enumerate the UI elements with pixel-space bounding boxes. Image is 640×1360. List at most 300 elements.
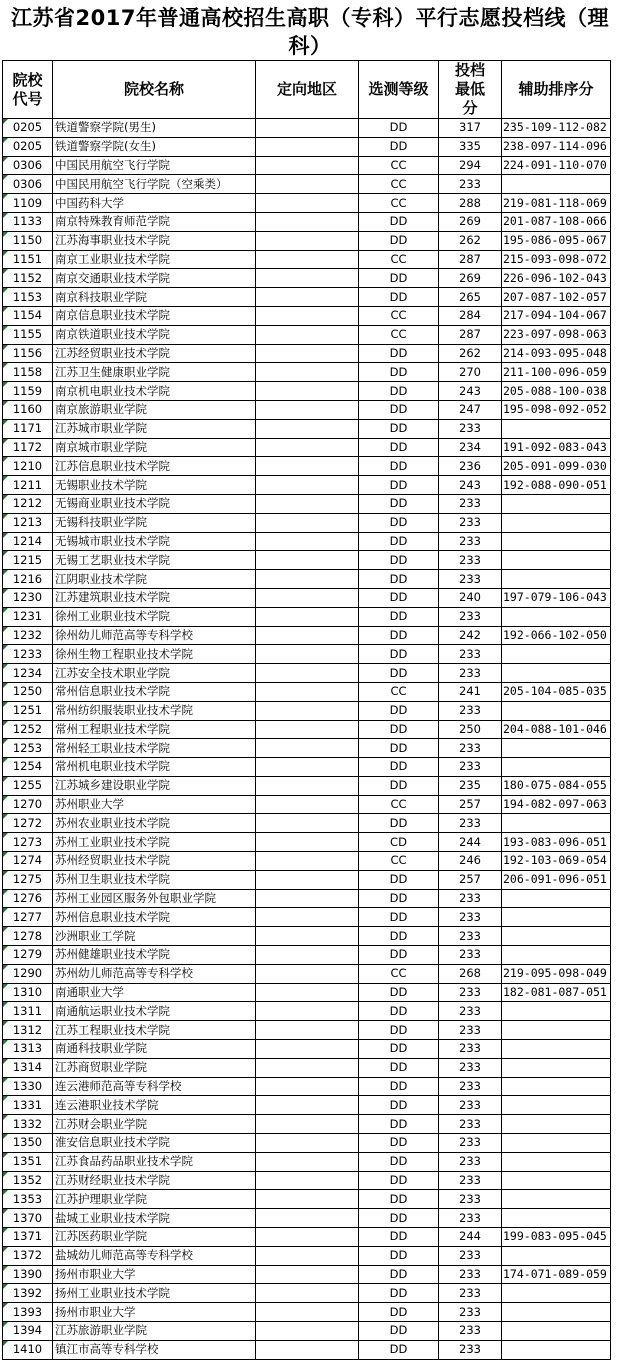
cell-level: DD <box>359 344 439 363</box>
cell-level: DD <box>359 588 439 607</box>
cell-code: 1276 <box>3 889 53 908</box>
table-row <box>3 419 611 438</box>
cell-score: 233 <box>439 983 502 1002</box>
cell-code: 1214 <box>3 532 53 551</box>
table-row <box>3 457 611 476</box>
table-row <box>3 927 611 946</box>
cell-score: 233 <box>439 908 502 927</box>
cell-aux <box>502 570 611 589</box>
table-row <box>3 156 611 175</box>
cell-region <box>256 532 359 551</box>
cell-aux <box>502 1040 611 1059</box>
cell-name: 常州纺织服装职业技术学院 <box>53 701 256 720</box>
cell-code: 1171 <box>3 419 53 438</box>
cell-score: 233 <box>439 1322 502 1341</box>
cell-region <box>256 1040 359 1059</box>
cell-score: 233 <box>439 701 502 720</box>
cell-aux <box>502 645 611 664</box>
cell-name: 南通职业大学 <box>53 983 256 1002</box>
cell-region <box>256 758 359 777</box>
cell-region <box>256 795 359 814</box>
cell-region <box>256 1265 359 1284</box>
cell-level: DD <box>359 983 439 1002</box>
cell-region <box>256 194 359 213</box>
cell-code: 1277 <box>3 908 53 927</box>
cell-code: 1215 <box>3 551 53 570</box>
cell-aux: 201-087-108-066 <box>502 212 611 231</box>
cell-aux <box>502 739 611 758</box>
cell-score: 233 <box>439 513 502 532</box>
cell-aux <box>502 701 611 720</box>
table-row <box>3 494 611 513</box>
cell-region <box>256 570 359 589</box>
cell-level: DD <box>359 231 439 250</box>
cell-name: 扬州市职业大学 <box>53 1265 256 1284</box>
cell-aux <box>502 175 611 194</box>
table-row <box>3 645 611 664</box>
cell-name: 无锡工艺职业技术学院 <box>53 551 256 570</box>
cell-aux: 214-093-095-048 <box>502 344 611 363</box>
cell-level: CC <box>359 194 439 213</box>
cell-score: 233 <box>439 664 502 683</box>
cell-region <box>256 156 359 175</box>
table-row <box>3 532 611 551</box>
cell-region <box>256 457 359 476</box>
cell-score: 233 <box>439 1246 502 1265</box>
cell-level: DD <box>359 1002 439 1021</box>
table-row <box>3 570 611 589</box>
cell-code: 1392 <box>3 1284 53 1303</box>
cell-region <box>256 739 359 758</box>
cell-score: 250 <box>439 720 502 739</box>
table-row <box>3 588 611 607</box>
cell-score: 233 <box>439 1209 502 1228</box>
cell-level: DD <box>359 889 439 908</box>
table-row <box>3 231 611 250</box>
cell-name: 淮安信息职业技术学院 <box>53 1134 256 1153</box>
cell-name: 南京机电职业技术学院 <box>53 382 256 401</box>
cell-score: 233 <box>439 1190 502 1209</box>
cell-code: 1172 <box>3 438 53 457</box>
cell-region <box>256 513 359 532</box>
cell-level: DD <box>359 1077 439 1096</box>
cell-aux <box>502 1096 611 1115</box>
cell-code: 1393 <box>3 1303 53 1322</box>
cell-score: 269 <box>439 269 502 288</box>
cell-region <box>256 363 359 382</box>
cell-level: DD <box>359 739 439 758</box>
cell-aux: 219-081-118-069 <box>502 194 611 213</box>
cell-name: 苏州工业职业技术学院 <box>53 833 256 852</box>
cell-region <box>256 419 359 438</box>
table-row <box>3 306 611 325</box>
cell-score: 233 <box>439 814 502 833</box>
table-row <box>3 175 611 194</box>
cell-aux <box>502 513 611 532</box>
table-row <box>3 1002 611 1021</box>
cell-region <box>256 701 359 720</box>
cell-region <box>256 400 359 419</box>
cell-code: 1254 <box>3 758 53 777</box>
header-name: 院校名称 <box>53 61 256 119</box>
cell-name: 盐城工业职业技术学院 <box>53 1209 256 1228</box>
cell-name: 江苏食品药品职业技术学院 <box>53 1152 256 1171</box>
cell-level: CC <box>359 175 439 194</box>
cell-aux: 207-087-102-057 <box>502 288 611 307</box>
cell-level: DD <box>359 1058 439 1077</box>
cell-region <box>256 1152 359 1171</box>
cell-code: 1371 <box>3 1228 53 1247</box>
cell-level: DD <box>359 1322 439 1341</box>
cell-name: 苏州农业职业技术学院 <box>53 814 256 833</box>
cell-score: 269 <box>439 212 502 231</box>
cell-level: DD <box>359 776 439 795</box>
cell-name: 徐州幼儿师范高等专科学校 <box>53 626 256 645</box>
cell-aux <box>502 908 611 927</box>
cell-region <box>256 889 359 908</box>
cell-code: 1211 <box>3 476 53 495</box>
cell-score: 268 <box>439 964 502 983</box>
cell-score: 284 <box>439 306 502 325</box>
table-row <box>3 720 611 739</box>
cell-level: DD <box>359 1209 439 1228</box>
cell-aux: 194-082-097-063 <box>502 795 611 814</box>
cell-name: 徐州工业职业技术学院 <box>53 607 256 626</box>
cell-name: 江苏信息职业技术学院 <box>53 457 256 476</box>
cell-code: 1150 <box>3 231 53 250</box>
cell-aux <box>502 551 611 570</box>
cell-code: 1250 <box>3 682 53 701</box>
cell-aux: 197-079-106-043 <box>502 588 611 607</box>
cell-code: 1251 <box>3 701 53 720</box>
cell-score: 233 <box>439 758 502 777</box>
cell-level: DD <box>359 1246 439 1265</box>
cell-aux <box>502 664 611 683</box>
cell-level: DD <box>359 720 439 739</box>
cell-aux: 192-066-102-050 <box>502 626 611 645</box>
cell-code: 1212 <box>3 494 53 513</box>
cell-code: 1410 <box>3 1340 53 1359</box>
table-row <box>3 212 611 231</box>
cell-region <box>256 626 359 645</box>
cell-code: 1314 <box>3 1058 53 1077</box>
cell-level: CC <box>359 964 439 983</box>
cell-region <box>256 306 359 325</box>
cell-region <box>256 212 359 231</box>
cell-region <box>256 908 359 927</box>
cell-score: 233 <box>439 1152 502 1171</box>
cell-aux <box>502 1209 611 1228</box>
cell-name: 常州轻工职业技术学院 <box>53 739 256 758</box>
cell-aux <box>502 607 611 626</box>
cell-score: 233 <box>439 1021 502 1040</box>
cell-region <box>256 269 359 288</box>
cell-score: 242 <box>439 626 502 645</box>
cell-score: 233 <box>439 927 502 946</box>
cell-aux: 195-098-092-052 <box>502 400 611 419</box>
cell-code: 1213 <box>3 513 53 532</box>
cell-score: 235 <box>439 776 502 795</box>
table-row <box>3 664 611 683</box>
cell-region <box>256 137 359 156</box>
cell-score: 243 <box>439 382 502 401</box>
cell-region <box>256 664 359 683</box>
cell-region <box>256 1209 359 1228</box>
cell-score: 262 <box>439 344 502 363</box>
cell-score: 244 <box>439 1228 502 1247</box>
cell-aux: 205-088-100-038 <box>502 382 611 401</box>
cell-level: DD <box>359 269 439 288</box>
cell-code: 1155 <box>3 325 53 344</box>
cell-aux <box>502 1152 611 1171</box>
cell-level: DD <box>359 1021 439 1040</box>
cell-aux <box>502 419 611 438</box>
cell-code: 1331 <box>3 1096 53 1115</box>
cell-score: 233 <box>439 1265 502 1284</box>
cell-name: 南京工业职业技术学院 <box>53 250 256 269</box>
cell-name: 苏州经贸职业技术学院 <box>53 852 256 871</box>
cell-code: 1290 <box>3 964 53 983</box>
cell-score: 335 <box>439 137 502 156</box>
cell-code: 1350 <box>3 1134 53 1153</box>
cell-code: 0306 <box>3 175 53 194</box>
table-row <box>3 1134 611 1153</box>
cell-aux <box>502 946 611 965</box>
cell-score: 233 <box>439 645 502 664</box>
table-row <box>3 288 611 307</box>
cell-aux <box>502 1340 611 1359</box>
cell-level: DD <box>359 758 439 777</box>
cell-score: 241 <box>439 682 502 701</box>
cell-name: 中国民用航空飞行学院（空乘类） <box>53 175 256 194</box>
cell-name: 扬州市职业大学 <box>53 1303 256 1322</box>
cell-code: 1351 <box>3 1152 53 1171</box>
cell-code: 1153 <box>3 288 53 307</box>
cell-name: 江苏医药职业学院 <box>53 1228 256 1247</box>
cell-name: 苏州职业大学 <box>53 795 256 814</box>
cell-score: 233 <box>439 551 502 570</box>
cell-level: DD <box>359 908 439 927</box>
cell-aux: 205-091-099-030 <box>502 457 611 476</box>
cell-score: 233 <box>439 1340 502 1359</box>
cell-code: 1233 <box>3 645 53 664</box>
cell-level: DD <box>359 476 439 495</box>
cell-code: 1152 <box>3 269 53 288</box>
cell-score: 233 <box>439 1002 502 1021</box>
cell-code: 1151 <box>3 250 53 269</box>
cell-level: CC <box>359 306 439 325</box>
cell-score: 233 <box>439 1303 502 1322</box>
admission-score-table <box>2 60 611 1360</box>
cell-name: 无锡职业技术学院 <box>53 476 256 495</box>
cell-aux: 180-075-084-055 <box>502 776 611 795</box>
header-aux: 辅助排序分 <box>502 61 611 119</box>
cell-region <box>256 551 359 570</box>
table-row <box>3 269 611 288</box>
table-row <box>3 363 611 382</box>
cell-code: 1390 <box>3 1265 53 1284</box>
cell-score: 257 <box>439 795 502 814</box>
cell-aux: 182-081-087-051 <box>502 983 611 1002</box>
cell-code: 1270 <box>3 795 53 814</box>
cell-name: 南京信息职业技术学院 <box>53 306 256 325</box>
cell-score: 233 <box>439 570 502 589</box>
cell-code: 1154 <box>3 306 53 325</box>
cell-code: 1275 <box>3 870 53 889</box>
table-row <box>3 795 611 814</box>
cell-code: 1109 <box>3 194 53 213</box>
cell-region <box>256 1190 359 1209</box>
cell-region <box>256 438 359 457</box>
cell-region <box>256 325 359 344</box>
cell-aux <box>502 814 611 833</box>
cell-aux: 215-093-098-072 <box>502 250 611 269</box>
cell-region <box>256 119 359 138</box>
table-row <box>3 758 611 777</box>
cell-level: DD <box>359 494 439 513</box>
cell-name: 连云港职业技术学院 <box>53 1096 256 1115</box>
cell-code: 1311 <box>3 1002 53 1021</box>
cell-region <box>256 1228 359 1247</box>
cell-aux <box>502 1134 611 1153</box>
cell-score: 265 <box>439 288 502 307</box>
cell-score: 233 <box>439 1284 502 1303</box>
cell-name: 南京特殊教育师范学院 <box>53 212 256 231</box>
cell-name: 无锡科技职业学院 <box>53 513 256 532</box>
cell-region <box>256 1284 359 1303</box>
cell-level: DD <box>359 212 439 231</box>
cell-name: 中国药科大学 <box>53 194 256 213</box>
cell-level: DD <box>359 288 439 307</box>
cell-score: 234 <box>439 438 502 457</box>
cell-aux: 192-088-090-051 <box>502 476 611 495</box>
table-row <box>3 1284 611 1303</box>
cell-score: 233 <box>439 1040 502 1059</box>
cell-level: DD <box>359 1265 439 1284</box>
cell-region <box>256 288 359 307</box>
table-row <box>3 776 611 795</box>
header-code: 院校代号 <box>3 61 53 119</box>
cell-code: 1353 <box>3 1190 53 1209</box>
cell-aux: 223-097-098-063 <box>502 325 611 344</box>
cell-name: 盐城幼儿师范高等专科学校 <box>53 1246 256 1265</box>
cell-code: 1232 <box>3 626 53 645</box>
cell-region <box>256 1171 359 1190</box>
cell-region <box>256 720 359 739</box>
cell-score: 287 <box>439 325 502 344</box>
cell-name: 无锡商业职业技术学院 <box>53 494 256 513</box>
cell-aux: 199-083-095-045 <box>502 1228 611 1247</box>
cell-code: 1159 <box>3 382 53 401</box>
cell-name: 铁道警察学院(女生) <box>53 137 256 156</box>
cell-code: 1160 <box>3 400 53 419</box>
cell-name: 南京旅游职业学院 <box>53 400 256 419</box>
table-row <box>3 1209 611 1228</box>
cell-code: 1252 <box>3 720 53 739</box>
cell-score: 233 <box>439 1058 502 1077</box>
cell-name: 江苏财经职业技术学院 <box>53 1171 256 1190</box>
cell-code: 1253 <box>3 739 53 758</box>
cell-level: CC <box>359 156 439 175</box>
cell-region <box>256 1115 359 1134</box>
cell-name: 江苏卫生健康职业学院 <box>53 363 256 382</box>
cell-code: 1272 <box>3 814 53 833</box>
cell-aux: 195-086-095-067 <box>502 231 611 250</box>
cell-level: DD <box>359 363 439 382</box>
cell-code: 1156 <box>3 344 53 363</box>
cell-code: 1370 <box>3 1209 53 1228</box>
cell-code: 1216 <box>3 570 53 589</box>
cell-level: DD <box>359 1284 439 1303</box>
cell-aux: 217-094-104-067 <box>502 306 611 325</box>
cell-code: 1279 <box>3 946 53 965</box>
cell-aux <box>502 1284 611 1303</box>
cell-aux: 191-092-083-043 <box>502 438 611 457</box>
cell-aux: 204-088-101-046 <box>502 720 611 739</box>
cell-aux <box>502 1303 611 1322</box>
cell-code: 1230 <box>3 588 53 607</box>
cell-name: 江苏经贸职业技术学院 <box>53 344 256 363</box>
cell-region <box>256 852 359 871</box>
cell-aux <box>502 889 611 908</box>
table-row <box>3 1303 611 1322</box>
cell-name: 南京铁道职业技术学院 <box>53 325 256 344</box>
cell-aux: 193-083-096-051 <box>502 833 611 852</box>
cell-region <box>256 250 359 269</box>
cell-aux: 226-096-102-043 <box>502 269 611 288</box>
table-row <box>3 1228 611 1247</box>
cell-name: 常州信息职业技术学院 <box>53 682 256 701</box>
table-row <box>3 889 611 908</box>
cell-aux: 206-091-096-051 <box>502 870 611 889</box>
cell-level: DD <box>359 701 439 720</box>
table-row <box>3 833 611 852</box>
cell-level: DD <box>359 626 439 645</box>
cell-score: 233 <box>439 1077 502 1096</box>
table-row <box>3 1190 611 1209</box>
cell-score: 233 <box>439 946 502 965</box>
table-row <box>3 1040 611 1059</box>
cell-aux: 211-100-096-059 <box>502 363 611 382</box>
cell-name: 沙洲职业工学院 <box>53 927 256 946</box>
cell-score: 257 <box>439 870 502 889</box>
cell-name: 镇江市高等专科学校 <box>53 1340 256 1359</box>
cell-score: 270 <box>439 363 502 382</box>
cell-name: 苏州健雄职业技术学院 <box>53 946 256 965</box>
cell-region <box>256 1303 359 1322</box>
cell-level: DD <box>359 532 439 551</box>
cell-region <box>256 983 359 1002</box>
cell-level: DD <box>359 1190 439 1209</box>
cell-level: DD <box>359 551 439 570</box>
cell-aux <box>502 1021 611 1040</box>
table-row <box>3 1246 611 1265</box>
cell-name: 徐州生物工程职业技术学院 <box>53 645 256 664</box>
cell-name: 铁道警察学院(男生) <box>53 119 256 138</box>
cell-region <box>256 682 359 701</box>
cell-name: 苏州信息职业技术学院 <box>53 908 256 927</box>
table-row <box>3 1058 611 1077</box>
cell-code: 1330 <box>3 1077 53 1096</box>
cell-region <box>256 1340 359 1359</box>
table-row <box>3 551 611 570</box>
cell-name: 常州机电职业技术学院 <box>53 758 256 777</box>
cell-aux: 205-104-085-035 <box>502 682 611 701</box>
cell-code: 1234 <box>3 664 53 683</box>
cell-score: 243 <box>439 476 502 495</box>
cell-code: 1310 <box>3 983 53 1002</box>
cell-level: DD <box>359 1171 439 1190</box>
